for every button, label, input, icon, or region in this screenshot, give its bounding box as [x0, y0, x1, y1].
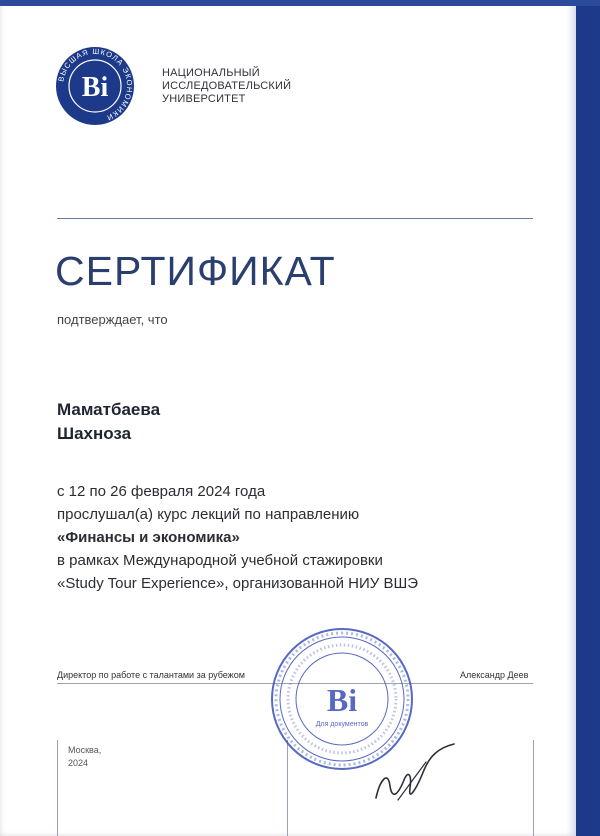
- footer-divider-right: [533, 740, 534, 836]
- footer-divider-left: [57, 740, 58, 836]
- body-dates: с 12 по 26 февраля 2024 года: [57, 483, 266, 500]
- recipient-name: [57, 398, 160, 446]
- stamp-text: Для документов: [315, 721, 369, 728]
- logo-letter: Ві: [81, 72, 109, 103]
- svg-text:Ві: Ві: [326, 682, 358, 718]
- logo-ring-text: ВЫСШАЯ ШКОЛА ЭКОНОМИКИ: [56, 46, 135, 123]
- university-line-1: НАЦИОНАЛЬНЫЙ: [162, 67, 260, 79]
- signatory-name: Александр Деев: [460, 670, 529, 680]
- certificate-body: [57, 480, 418, 595]
- city: Москва,: [68, 745, 102, 755]
- recipient-given-name: Шахноза: [57, 424, 132, 443]
- university-name: [162, 67, 291, 106]
- paper-edge-shade: [566, 0, 576, 836]
- signatory-role: Директор по работе с талантами за рубежом: [57, 670, 245, 680]
- body-course: прослушал(а) курс лекций по направлению: [57, 506, 360, 523]
- handwritten-signature: [368, 740, 468, 810]
- header-divider: [57, 218, 533, 219]
- year: 2024: [68, 758, 89, 768]
- recipient-surname: Маматбаева: [57, 400, 161, 419]
- hse-logo-icon: [55, 46, 135, 126]
- body-organizer: «Study Tour Experience», организованной НИУ ВШЭ: [57, 575, 418, 592]
- place-and-year: [68, 744, 101, 770]
- university-line-3: УНИВЕРСИТЕТ: [162, 93, 246, 105]
- background-edge: [0, 0, 600, 6]
- university-line-2: ИССЛЕДОВАТЕЛЬСКИЙ: [162, 80, 292, 92]
- body-program: в рамках Международной учебной стажировки: [57, 552, 383, 569]
- certificate-title: СЕРТИФИКАТ: [55, 248, 336, 294]
- confirms-text: подтверждает, что: [57, 312, 168, 327]
- body-direction: «Финансы и экономика»: [57, 529, 240, 546]
